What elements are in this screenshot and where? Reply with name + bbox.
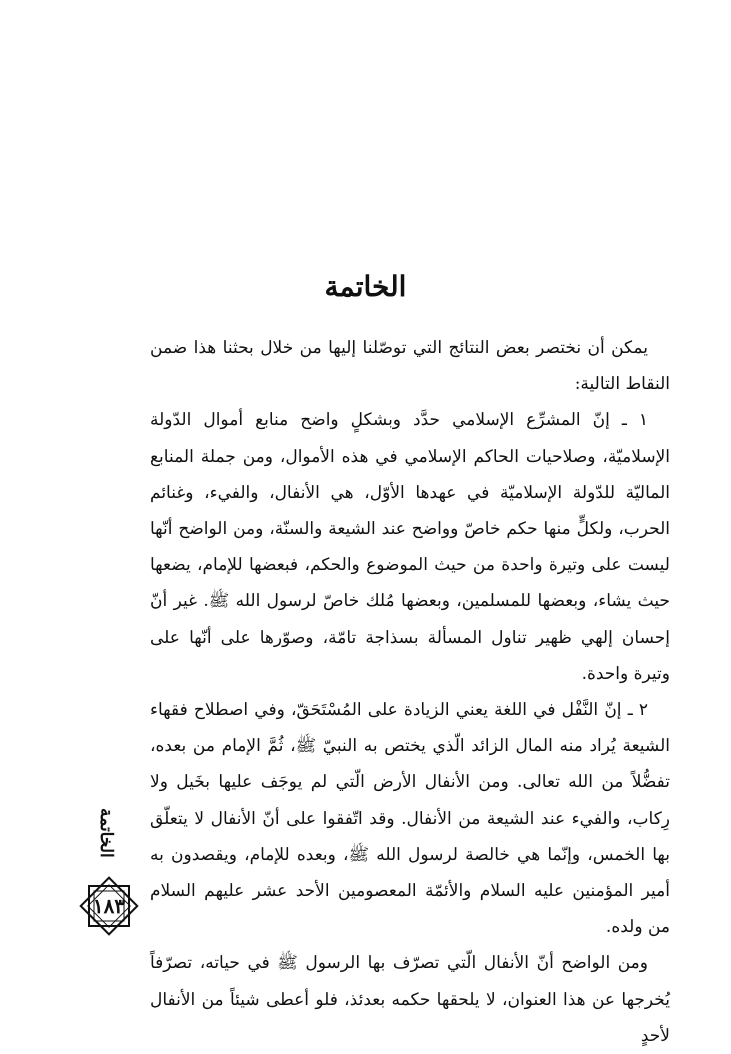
- paragraph-continuation: ومن الواضح أنّ الأنفال الّتي تصرّف بها الرسول ﷺ في حياته، تصرّفاً يُخرجها عن هذا العنوان، لا يلحقها حكمه بعدئذ، فلو أعطى شيئاً من الأنفال لأحدٍ: [150, 953, 670, 1046]
- paragraph-point-2: ٢ ـ إنّ النَّفْل في اللغة يعني الزيادة على المُسْتَحَقّ، وفي اصطلاح فقهاء الشيعة يُراد منه المال الزائد الّذي يختص به النبيّ ﷺ، ثُمَّ الإمام من بعده، تفضُّلاً من الله تعالى. ومن الأنفال الأرض الّتي لم يوجَف عليها بخَيل ولا رِكاب، والفيء عند الشيعة من الأنفال. وقد اتّفقوا على أنّ الأنفال لا يتعلّق بها الخمس، وإنّما هي خالصة لرسول الله ﷺ، وبعده للإمام، ويقصدون به أمير المؤمنين عليه السلام والأئمّة المعصومين الأحد عشر عليهم السلام من ولده.: [150, 700, 670, 938]
- page-number: ١٨٣: [92, 894, 126, 918]
- paragraph-intro: يمكن أن نختصر بعض النتائج التي توصّلنا إليها من خلال بحثنا هذا ضمن النقاط التالية:: [150, 338, 670, 395]
- paragraph-point-1: ١ ـ إنّ المشرِّع الإسلامي حدَّد وبشكلٍ واضح منابع أموال الدّولة الإسلاميّة، وصلاحيات الحاكم الإسلامي في هذه الأموال، ومن جملة المنابع الماليّة للدّولة الإسلاميّة في عهدها الأوّل، هي الأنفال، والفيء، وغنائم الحرب، ولكلٍّ منها حكم خاصّ وواضح عند الشيعة والسنّة، ومن الواضح أنّها ليست على وتيرة واحدة من حيث الموضوع والحكم، فبعضها للإمام، يضعها حيث يشاء، وبعضها للمسلمين، وبعضها مُلك خاصّ لرسول الله ﷺ. غير أنّ إحسان إلهي ظهير تناول المسألة بسذاجة تامّة، وصوّرها على أنّها على وتيرة واحدة.: [150, 410, 670, 684]
- page-title: الخاتمة: [324, 270, 407, 303]
- side-chapter-label: الخاتمة: [96, 808, 116, 858]
- body-text: [150, 330, 670, 1054]
